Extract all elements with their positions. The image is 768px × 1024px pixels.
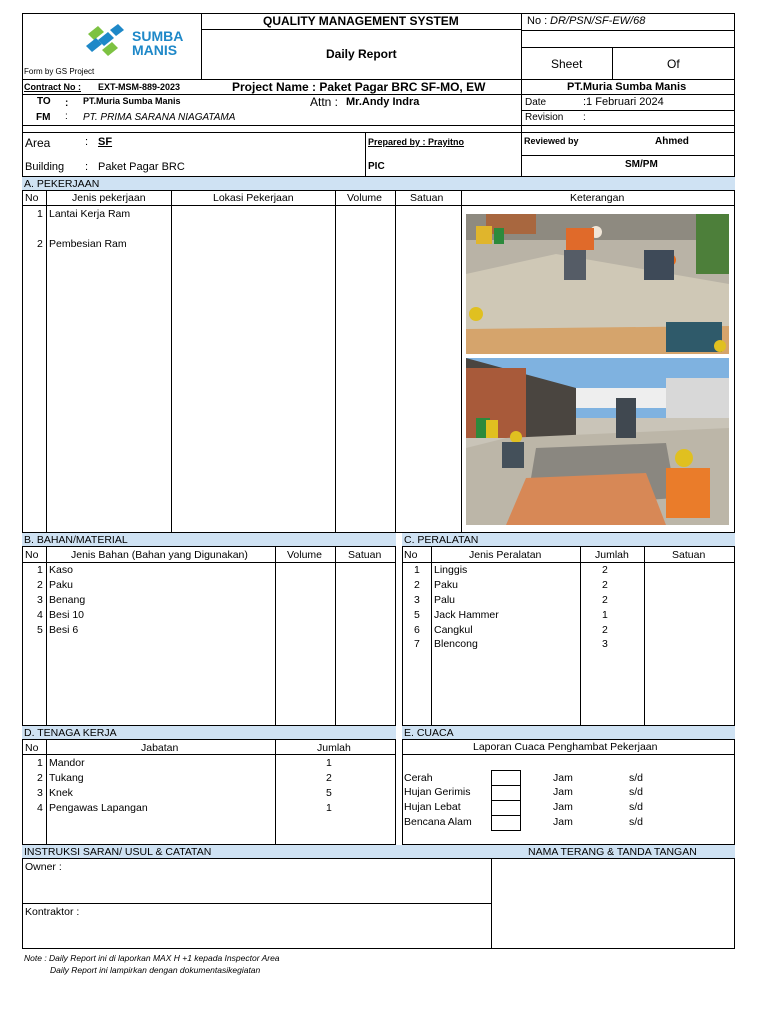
cuaca-sd: s/d: [629, 816, 644, 828]
revision-colon: :: [583, 112, 586, 123]
peralatan-row-name: Cangkul: [434, 624, 473, 636]
section-b-bar: [22, 533, 396, 546]
col-keterangan: Keterangan: [570, 192, 625, 204]
tenaga-row-name: Knek: [49, 787, 73, 799]
section-e-title: E. CUACA: [404, 727, 454, 739]
peralatan-row-qty: 2: [602, 564, 608, 576]
col-jenis-pekerjaan: Jenis pekerjaan: [72, 192, 146, 204]
logo-text-line1: SUMBA: [132, 28, 184, 44]
bahan-row-name: Besi 10: [49, 609, 85, 621]
revision-label: Revision: [525, 112, 564, 123]
attn-label: Attn :: [310, 95, 339, 109]
tenaga-col-jumlah: Jumlah: [317, 742, 351, 754]
col-lokasi: Lokasi Pekerjaan: [213, 192, 294, 204]
cuaca-row-label: Hujan Lebat: [404, 801, 461, 813]
cuaca-sd: s/d: [629, 786, 644, 798]
to-value: PT.Muria Sumba Manis: [83, 96, 181, 106]
peralatan-row-qty: 1: [602, 609, 608, 621]
peralatan-row-no: 2: [414, 579, 420, 591]
cuaca-subtitle: Laporan Cuaca Penghambat Pekerjaan: [473, 741, 658, 753]
bahan-col-jenis: Jenis Bahan (Bahan yang Digunakan): [71, 549, 248, 561]
tenaga-row-qty: 1: [326, 757, 332, 769]
cuaca-checkbox-cerah[interactable]: [491, 770, 521, 786]
tenaga-row-no: 3: [37, 787, 43, 799]
fm-value: PT. PRIMA SARANA NIAGATAMA: [83, 112, 236, 123]
pekerjaan-row-jenis: Lantai Kerja Ram: [49, 208, 131, 220]
bahan-row-no: 5: [37, 624, 43, 636]
peralatan-col-satuan: Satuan: [672, 549, 706, 561]
cuaca-sd: s/d: [629, 801, 644, 813]
cuaca-row-label: Cerah: [404, 772, 433, 784]
section-d-title: D. TENAGA KERJA: [24, 727, 117, 739]
col-volume: Volume: [347, 192, 383, 204]
section-d-bar: [22, 726, 396, 739]
logo-text-line2: MANIS: [132, 42, 178, 58]
note-line-1: Note : Daily Report ini di laporkan MAX H +1 kepada Inspector Area: [24, 953, 280, 963]
tenaga-row-no: 4: [37, 802, 43, 814]
contract-value: EXT-MSM-889-2023: [98, 82, 181, 92]
col-no: No: [25, 192, 39, 204]
peralatan-col-jumlah: Jumlah: [595, 549, 629, 561]
bahan-row-no: 1: [37, 564, 43, 576]
peralatan-row-qty: 2: [602, 579, 608, 591]
building-label: Building: [25, 161, 65, 173]
area-colon: :: [85, 136, 89, 148]
col-satuan: Satuan: [410, 192, 444, 204]
sheet-label: Sheet: [551, 57, 583, 71]
bahan-row-no: 3: [37, 594, 43, 606]
tenaga-row-name: Pengawas Lapangan: [49, 802, 148, 814]
form-by-text: Form by GS Project: [24, 67, 95, 76]
peralatan-row-name: Palu: [434, 594, 456, 606]
bahan-col-volume: Volume: [287, 549, 323, 561]
owner-label: Owner :: [25, 861, 62, 873]
doc-no-value: DR/PSN/SF-EW/68: [550, 15, 646, 27]
pekerjaan-row-no: 2: [37, 238, 43, 250]
bahan-table: [22, 546, 396, 726]
date-value: :1 Februari 2024: [583, 96, 664, 108]
cuaca-checkbox-gerimis[interactable]: [491, 785, 521, 801]
owner-field[interactable]: [23, 874, 490, 902]
kontraktor-field[interactable]: [23, 919, 490, 948]
area-label: Area: [25, 136, 51, 150]
section-a-bar: [22, 177, 735, 190]
tenaga-row-name: Tukang: [49, 772, 84, 784]
tenaga-col-no: No: [25, 742, 39, 754]
peralatan-row-no: 1: [414, 564, 420, 576]
peralatan-row-no: 3: [414, 594, 420, 606]
bahan-row-no: 2: [37, 579, 43, 591]
to-label: TO: [37, 96, 51, 107]
tenaga-row-qty: 1: [326, 802, 332, 814]
tenaga-row-qty: 2: [326, 772, 332, 784]
peralatan-row-no: 5: [414, 609, 420, 621]
building-colon: :: [85, 161, 89, 173]
instruksi-title: INSTRUKSI SARAN/ USUL & CATATAN: [24, 846, 212, 858]
bahan-col-satuan: Satuan: [348, 549, 382, 561]
pekerjaan-row-jenis: Pembesian Ram: [49, 238, 127, 250]
note-line-2: Daily Report ini lampirkan dengan dokumentasikegiatan: [50, 965, 261, 975]
to-colon: :: [65, 98, 69, 109]
tenaga-row-name: Mandor: [49, 757, 85, 769]
fm-colon: :: [65, 111, 68, 122]
tenaga-row-no: 1: [37, 757, 43, 769]
cuaca-jam: Jam: [553, 786, 573, 798]
kontraktor-label: Kontraktor :: [25, 906, 80, 918]
building-value: Paket Pagar BRC: [98, 161, 185, 173]
bahan-row-no: 4: [37, 609, 43, 621]
cuaca-checkbox-lebat[interactable]: [491, 800, 521, 816]
peralatan-col-no: No: [404, 549, 418, 561]
section-b-title: B. BAHAN/MATERIAL: [24, 534, 128, 546]
peralatan-row-name: Blencong: [434, 638, 478, 650]
bahan-row-name: Kaso: [49, 564, 73, 576]
doc-no-label: No :: [527, 15, 548, 27]
contract-label: Contract No :: [24, 82, 81, 92]
peralatan-col-jenis: Jenis Peralatan: [469, 549, 542, 561]
company-logo: [84, 24, 194, 60]
bahan-row-name: Paku: [49, 579, 73, 591]
section-a-title: A. PEKERJAAN: [24, 178, 100, 190]
fm-label: FM: [36, 112, 51, 123]
reviewed-by-value: Ahmed: [655, 136, 689, 147]
site-photo-2: [466, 358, 729, 525]
section-c-title: C. PERALATAN: [404, 534, 479, 546]
bahan-col-no: No: [25, 549, 39, 561]
report-title: Daily Report: [326, 47, 397, 61]
peralatan-row-name: Jack Hammer: [434, 609, 499, 621]
site-photo-1: [466, 214, 729, 354]
project-name: Project Name : Paket Pagar BRC SF-MO, EW: [232, 80, 486, 94]
date-label: Date: [525, 97, 547, 108]
cuaca-sd: s/d: [629, 772, 644, 784]
sign-title: NAMA TERANG & TANDA TANGAN: [528, 846, 697, 858]
pekerjaan-row-no: 1: [37, 208, 43, 220]
tenaga-col-jabatan: Jabatan: [141, 742, 179, 754]
peralatan-row-name: Paku: [434, 579, 458, 591]
section-e-bar: [402, 726, 735, 739]
signature-area[interactable]: [492, 859, 734, 948]
reviewed-by-label: Reviewed by: [524, 136, 579, 146]
instruksi-bar: [22, 845, 735, 858]
cuaca-row-label: Bencana Alam: [404, 816, 472, 828]
cuaca-row-label: Hujan Gerimis: [404, 786, 471, 798]
peralatan-row-qty: 3: [602, 638, 608, 650]
cuaca-jam: Jam: [553, 772, 573, 784]
pic-label: PIC: [368, 161, 385, 172]
cuaca-jam: Jam: [553, 801, 573, 813]
tenaga-row-no: 2: [37, 772, 43, 784]
bahan-row-name: Besi 6: [49, 624, 79, 636]
tenaga-row-qty: 5: [326, 787, 332, 799]
peralatan-row-no: 6: [414, 624, 420, 636]
peralatan-row-name: Linggis: [434, 564, 468, 576]
prepared-by: Prepared by : Prayitno: [368, 137, 465, 147]
logo-mark-icon: [84, 24, 126, 58]
area-value: SF: [98, 136, 113, 148]
company-name: PT.Muria Sumba Manis: [567, 81, 687, 93]
reviewer-role: SM/PM: [625, 159, 658, 170]
peralatan-row-qty: 2: [602, 594, 608, 606]
section-c-bar: [402, 533, 735, 546]
peralatan-row-no: 7: [414, 638, 420, 650]
attn-value: Mr.Andy Indra: [346, 96, 420, 108]
peralatan-row-qty: 2: [602, 624, 608, 636]
qms-title: QUALITY MANAGEMENT SYSTEM: [263, 14, 459, 28]
cuaca-checkbox-bencana[interactable]: [491, 815, 521, 831]
cuaca-jam: Jam: [553, 816, 573, 828]
of-label: Of: [667, 57, 680, 71]
bahan-row-name: Benang: [49, 594, 86, 606]
